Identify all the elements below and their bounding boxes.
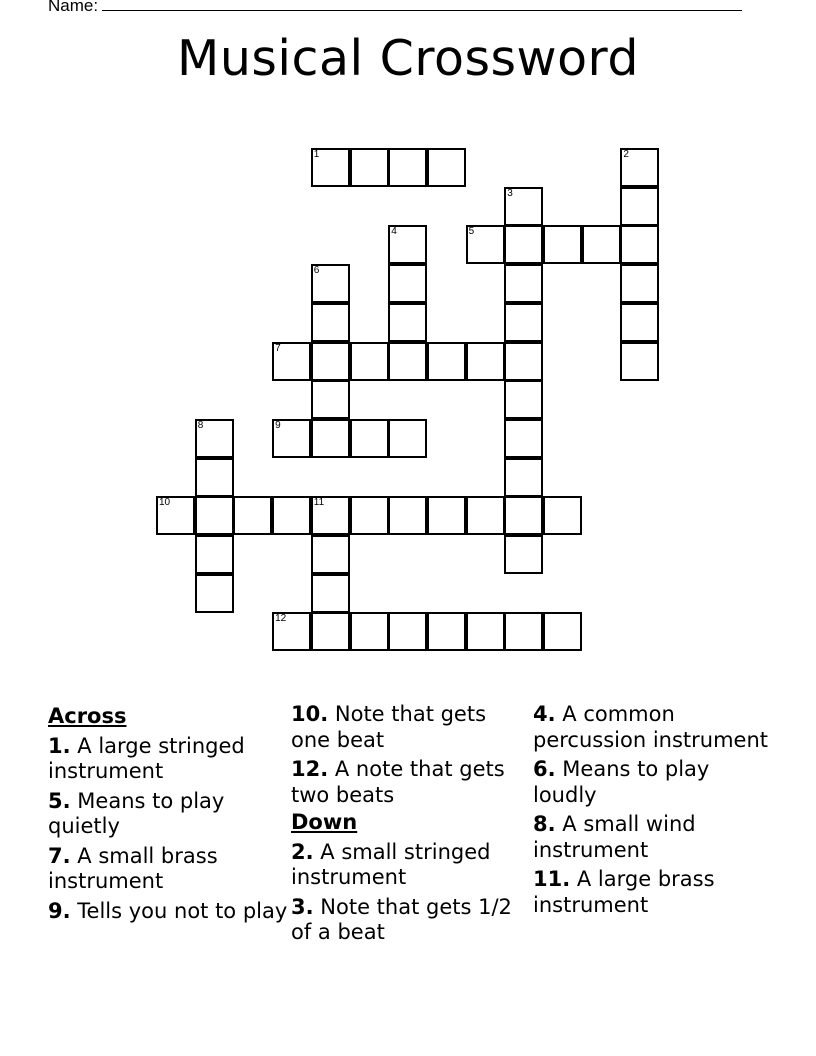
grid-cell[interactable] bbox=[388, 264, 427, 303]
grid-cell[interactable] bbox=[311, 535, 350, 574]
clue-number: 3. bbox=[291, 894, 314, 919]
clue-text: Note that gets 1/2 of a beat bbox=[291, 894, 512, 944]
clue-text: A small brass instrument bbox=[48, 843, 218, 893]
grid-cell[interactable] bbox=[233, 496, 272, 535]
grid-cell[interactable] bbox=[427, 148, 466, 187]
grid-cell[interactable] bbox=[620, 342, 659, 381]
clue-text: Means to play loudly bbox=[533, 757, 710, 807]
clue-number-label: 8 bbox=[197, 419, 204, 431]
grid-cell[interactable] bbox=[388, 612, 427, 651]
grid-cell[interactable] bbox=[543, 496, 582, 535]
grid-cell[interactable] bbox=[311, 612, 350, 651]
clue-text: Note that gets one beat bbox=[291, 702, 487, 752]
clue-text: Tells you not to play bbox=[77, 898, 288, 923]
grid-cell[interactable] bbox=[272, 419, 311, 458]
grid-cell[interactable] bbox=[311, 264, 350, 303]
grid-cell[interactable] bbox=[350, 496, 389, 535]
grid-cell[interactable] bbox=[427, 612, 466, 651]
clue-across-5 bbox=[48, 789, 288, 840]
grid-cell[interactable] bbox=[311, 303, 350, 342]
clue-down-8 bbox=[533, 812, 773, 863]
clue-down-2 bbox=[291, 840, 531, 891]
grid-cell[interactable] bbox=[504, 264, 543, 303]
grid-cell[interactable] bbox=[504, 612, 543, 651]
clue-number-label: 4 bbox=[391, 226, 397, 238]
grid-cell[interactable] bbox=[272, 496, 311, 535]
grid-cell[interactable] bbox=[195, 535, 234, 574]
across-heading: Across bbox=[48, 704, 127, 728]
grid-cell[interactable] bbox=[311, 380, 350, 419]
grid-cell[interactable] bbox=[543, 612, 582, 651]
clue-down-3 bbox=[291, 895, 531, 946]
clue-number-label: 3 bbox=[507, 187, 513, 199]
clue-number-label: 2 bbox=[623, 149, 629, 160]
grid-cell[interactable] bbox=[156, 496, 195, 535]
grid-cell[interactable] bbox=[504, 419, 543, 458]
clue-across-1 bbox=[48, 734, 288, 785]
clue-number-label: 5 bbox=[468, 226, 475, 238]
clue-column-1 bbox=[48, 702, 288, 924]
grid-cell[interactable] bbox=[504, 225, 543, 264]
grid-cell[interactable] bbox=[504, 187, 543, 226]
grid-cell[interactable] bbox=[620, 225, 659, 264]
clue-number-label: 12 bbox=[275, 613, 287, 625]
grid-cell[interactable] bbox=[620, 148, 659, 187]
clue-down-4 bbox=[533, 702, 773, 753]
grid-cell[interactable] bbox=[195, 574, 234, 613]
grid-cell[interactable] bbox=[388, 419, 427, 458]
clue-number: 7. bbox=[48, 843, 71, 868]
clue-number: 2. bbox=[291, 839, 314, 864]
clue-across-12 bbox=[291, 757, 531, 808]
grid-cell[interactable] bbox=[543, 225, 582, 264]
clue-number: 6. bbox=[533, 757, 556, 781]
grid-cell[interactable] bbox=[504, 303, 543, 342]
grid-cell[interactable] bbox=[504, 342, 543, 381]
clue-text: Means to play quietly bbox=[48, 788, 225, 838]
grid-cell[interactable] bbox=[311, 574, 350, 613]
clue-column-3 bbox=[533, 702, 773, 918]
grid-cell[interactable] bbox=[427, 496, 466, 535]
clue-number-label: 11 bbox=[313, 497, 325, 509]
grid-cell[interactable] bbox=[466, 612, 505, 651]
clue-number: 9. bbox=[48, 898, 71, 923]
grid-cell[interactable] bbox=[388, 342, 427, 381]
grid-cell[interactable] bbox=[272, 612, 311, 651]
grid-cell[interactable] bbox=[504, 535, 543, 574]
clue-across-10 bbox=[291, 702, 531, 753]
grid-cell[interactable] bbox=[504, 496, 543, 535]
clue-down-11 bbox=[533, 867, 773, 918]
clue-across-9 bbox=[48, 899, 288, 925]
clue-number-label: 7 bbox=[275, 342, 281, 354]
down-heading: Down bbox=[291, 810, 358, 834]
grid-cell[interactable] bbox=[311, 496, 350, 535]
grid-cell[interactable] bbox=[466, 225, 505, 264]
clue-number: 8. bbox=[533, 812, 556, 836]
grid-cell[interactable] bbox=[620, 187, 659, 226]
clue-text: A common percussion instrument bbox=[533, 702, 769, 752]
grid-cell[interactable] bbox=[620, 303, 659, 342]
grid-cell[interactable] bbox=[388, 303, 427, 342]
clue-number: 4. bbox=[533, 702, 556, 726]
grid-cell[interactable] bbox=[466, 342, 505, 381]
grid-cell[interactable] bbox=[350, 148, 389, 187]
grid-cell[interactable] bbox=[311, 148, 350, 187]
grid-cell[interactable] bbox=[195, 458, 234, 497]
clue-number: 10. bbox=[291, 702, 329, 726]
grid-cell[interactable] bbox=[620, 264, 659, 303]
clue-number: 12. bbox=[291, 757, 329, 781]
clue-text: A small stringed instrument bbox=[291, 839, 491, 889]
grid-cell[interactable] bbox=[350, 419, 389, 458]
grid-cell[interactable] bbox=[582, 225, 621, 264]
clue-across-7 bbox=[48, 844, 288, 895]
clue-number-label: 9 bbox=[275, 419, 281, 431]
grid-cell[interactable] bbox=[272, 342, 311, 381]
clue-text: A large stringed instrument bbox=[48, 733, 245, 783]
clue-text: A note that gets two beats bbox=[291, 757, 505, 807]
clue-number: 11. bbox=[533, 867, 571, 891]
grid-cell[interactable] bbox=[350, 612, 389, 651]
clue-number-label: 6 bbox=[313, 265, 320, 277]
grid-cell[interactable] bbox=[466, 496, 505, 535]
name-label: Name: bbox=[48, 0, 99, 15]
grid-cell[interactable] bbox=[311, 342, 350, 381]
page-title: Musical Crossword bbox=[177, 30, 639, 87]
grid-cell[interactable] bbox=[195, 419, 234, 458]
grid-cell[interactable] bbox=[311, 419, 350, 458]
grid-cell[interactable] bbox=[388, 496, 427, 535]
grid-cell[interactable] bbox=[427, 342, 466, 381]
clue-number-label: 10 bbox=[159, 497, 171, 509]
grid-cell[interactable] bbox=[388, 225, 427, 264]
grid-cell[interactable] bbox=[504, 380, 543, 419]
grid-cell[interactable] bbox=[195, 496, 234, 535]
clue-text: A small wind instrument bbox=[533, 812, 696, 862]
clue-down-6 bbox=[533, 757, 773, 808]
grid-cell[interactable] bbox=[388, 148, 427, 187]
clue-number: 1. bbox=[48, 733, 71, 758]
clue-number-label: 1 bbox=[313, 149, 320, 160]
grid-cell[interactable] bbox=[504, 458, 543, 497]
grid-cell[interactable] bbox=[350, 342, 389, 381]
clue-number: 5. bbox=[48, 788, 71, 813]
clue-column-2 bbox=[291, 702, 531, 946]
clue-text: A large brass instrument bbox=[533, 867, 715, 917]
